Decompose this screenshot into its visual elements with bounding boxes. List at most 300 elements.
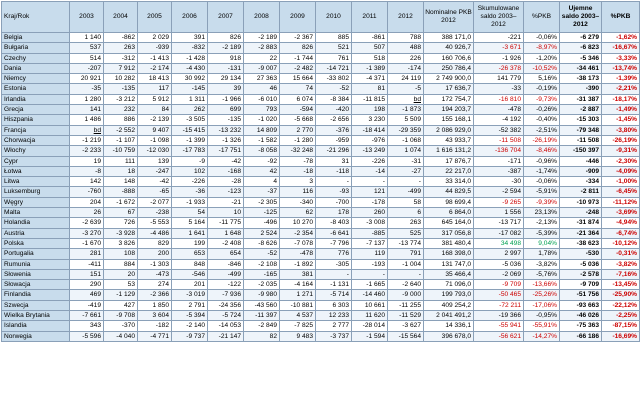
table-cell: - — [352, 269, 388, 279]
table-cell: 15 664 — [280, 74, 316, 84]
table-cell: -8,46% — [524, 146, 560, 156]
table-cell: -0,31% — [602, 249, 640, 259]
table-cell: -4 040 — [104, 331, 138, 341]
table-cell: 35 466,4 — [424, 269, 474, 279]
table-cell: 396 678,0 — [424, 331, 474, 341]
table-cell: -305 — [316, 259, 352, 269]
table-cell: 71 096,0 — [424, 280, 474, 290]
table-cell: -18 414 — [352, 125, 388, 135]
table-cell: -334 — [560, 177, 602, 187]
table-cell: -0,40% — [524, 115, 560, 125]
table-cell: 1 140 — [70, 33, 104, 43]
table-cell: -1,20% — [524, 53, 560, 63]
country-name: Austria — [2, 228, 70, 238]
table-cell: 3 — [280, 177, 316, 187]
table-cell: -9 000 — [388, 290, 424, 300]
table-cell: -5 724 — [208, 311, 244, 321]
table-cell: 232 — [104, 105, 138, 115]
table-row — [2, 84, 640, 94]
table-cell: -87,15% — [602, 321, 640, 331]
table-cell: 201 — [172, 280, 208, 290]
table-cell: -2 069 — [474, 269, 524, 279]
table-cell: 168 398,0 — [424, 249, 474, 259]
table-cell: -3 928 — [104, 228, 138, 238]
table-cell: -8 058 — [244, 146, 280, 156]
table-cell: -135 — [208, 115, 244, 125]
table-cell: 6 — [388, 208, 424, 218]
table-row — [2, 74, 640, 84]
table-cell: -1 303 — [138, 259, 172, 269]
table-cell: -16,69% — [602, 331, 640, 341]
table-cell: -2 189 — [244, 33, 280, 43]
table-row — [2, 53, 640, 63]
table-row — [2, 259, 640, 269]
table-cell: - — [352, 177, 388, 187]
table-cell: -6,74% — [602, 228, 640, 238]
table-cell: 1 850 — [138, 300, 172, 310]
table-cell: 200 — [138, 249, 172, 259]
table-cell: -10 759 — [104, 146, 138, 156]
country-name: Dania — [2, 63, 70, 73]
table-cell: 46 — [244, 84, 280, 94]
table-cell: 10 270 — [280, 218, 316, 228]
table-cell: -21 296 — [316, 146, 352, 156]
table-cell: -93 — [316, 187, 352, 197]
table-cell: 514 — [70, 53, 104, 63]
table-cell: 10 282 — [104, 74, 138, 84]
table-cell: -17,06% — [524, 300, 560, 310]
table-cell: -75 363 — [560, 321, 602, 331]
table-cell: -5 036 — [560, 259, 602, 269]
table-cell: -33 — [474, 84, 524, 94]
table-cell: 250 786,4 — [424, 63, 474, 73]
table-cell: 521 — [316, 43, 352, 53]
header-row — [2, 2, 640, 33]
table-cell: 507 — [352, 43, 388, 53]
country-name: Hiszpania — [2, 115, 70, 125]
table-cell: -0,19% — [524, 84, 560, 94]
table-cell: -131 — [208, 63, 244, 73]
table-cell: 884 — [104, 259, 138, 269]
table-cell: 39 — [208, 84, 244, 94]
table-cell: -46 026 — [560, 311, 602, 321]
table-cell: -2 482 — [280, 63, 316, 73]
table-row — [2, 331, 640, 341]
column-header: 2010 — [316, 2, 352, 33]
table-cell: 263 — [104, 43, 138, 53]
table-cell: -42 — [138, 177, 172, 187]
table-cell: 290 — [70, 280, 104, 290]
table-cell: -3,69% — [602, 208, 640, 218]
table-cell: -11 775 — [208, 218, 244, 228]
table-cell: -530 — [560, 249, 602, 259]
table-cell: -1 068 — [388, 135, 424, 145]
table-cell: -9 265 — [474, 197, 524, 207]
country-name: Polska — [2, 238, 70, 248]
table-cell: -38 623 — [560, 238, 602, 248]
table-cell: 645 164,0 — [424, 218, 474, 228]
table-cell: -18,17% — [602, 94, 640, 104]
table-cell: -7 078 — [280, 238, 316, 248]
table-cell: -6 279 — [560, 33, 602, 43]
table-cell: 3 604 — [138, 311, 172, 321]
country-name: Wielka Brytania — [2, 311, 70, 321]
table-cell: -13 232 — [208, 125, 244, 135]
table-cell: -6 641 — [316, 228, 352, 238]
table-cell: -11 397 — [244, 311, 280, 321]
table-cell: -11 529 — [388, 311, 424, 321]
country-name: Czechy — [2, 53, 70, 63]
table-cell: 20 921 — [70, 74, 104, 84]
table-cell: -3 627 — [388, 321, 424, 331]
table-cell: -31 — [388, 156, 424, 166]
table-cell: -5,39% — [524, 228, 560, 238]
table-cell: -238 — [138, 208, 172, 218]
table-cell: 142 — [70, 177, 104, 187]
table-cell: 1 280 — [70, 94, 104, 104]
table-cell: 6 303 — [316, 300, 352, 310]
table-cell: 27 363 — [244, 74, 280, 84]
table-cell: -22,12% — [602, 300, 640, 310]
table-cell: 7 912 — [104, 63, 138, 73]
table-cell: -2 035 — [244, 280, 280, 290]
column-header: 2012 — [388, 2, 424, 33]
country-name: Litwa — [2, 177, 70, 187]
table-cell: -32 248 — [280, 146, 316, 156]
table-cell: -4,94% — [602, 218, 640, 228]
table-cell: 1 271 — [280, 290, 316, 300]
table-cell: -8 — [70, 166, 104, 176]
table-row — [2, 187, 640, 197]
table-cell: -9,39% — [524, 197, 560, 207]
table-cell: -174 — [388, 63, 424, 73]
table-cell: -25,90% — [602, 290, 640, 300]
table-cell: -959 — [316, 135, 352, 145]
table-cell: 141 779 — [474, 74, 524, 84]
table-cell: -3,33% — [602, 53, 640, 63]
table-cell: -546 — [172, 269, 208, 279]
table-row — [2, 208, 640, 218]
table-cell: 204 — [70, 197, 104, 207]
table-cell: -4,09% — [602, 166, 640, 176]
table-cell: 848 — [172, 259, 208, 269]
table-cell: -135 — [104, 84, 138, 94]
country-name: Islandia — [2, 321, 70, 331]
table-cell: -2 578 — [560, 269, 602, 279]
table-row — [2, 33, 640, 43]
country-name: Rumunia — [2, 259, 70, 269]
table-cell: -11 255 — [388, 300, 424, 310]
table-cell: -12 030 — [138, 146, 172, 156]
table-cell: 9 407 — [138, 125, 172, 135]
table-cell: 117 — [138, 84, 172, 94]
column-header: 2004 — [104, 2, 138, 33]
table-cell: -8 626 — [244, 238, 280, 248]
table-cell: -2 367 — [280, 33, 316, 43]
table-cell: 148 — [104, 177, 138, 187]
country-name: Estonia — [2, 84, 70, 94]
table-cell: -0,26% — [524, 105, 560, 115]
table-cell: -478 — [474, 105, 524, 115]
table-cell: 525 — [388, 228, 424, 238]
table-row — [2, 146, 640, 156]
table-cell: -11,12% — [602, 197, 640, 207]
table-cell: -5 346 — [560, 53, 602, 63]
table-cell: 111 — [104, 156, 138, 166]
table-cell: 5 509 — [388, 115, 424, 125]
table-cell: -496 — [244, 218, 280, 228]
table-cell: -1 665 — [352, 280, 388, 290]
table-cell: -13,45% — [602, 280, 640, 290]
table-cell: 14 809 — [244, 125, 280, 135]
table-cell: -50 465 — [474, 290, 524, 300]
table-cell: -13 249 — [352, 146, 388, 156]
table-cell: -14 460 — [352, 290, 388, 300]
country-name: Chorwacja — [2, 135, 70, 145]
table-cell: -700 — [316, 197, 352, 207]
column-header: 2009 — [280, 2, 316, 33]
table-cell: -6 010 — [244, 94, 280, 104]
table-cell: 260 — [352, 208, 388, 218]
table-cell: -5 596 — [70, 331, 104, 341]
table-cell: 44 829,5 — [424, 187, 474, 197]
table-cell: 18 413 — [138, 74, 172, 84]
table-cell: - — [388, 177, 424, 187]
table-cell: -4 164 — [280, 280, 316, 290]
table-cell: -2 639 — [70, 218, 104, 228]
table-cell: -52 382 — [474, 125, 524, 135]
table-cell: -21 364 — [560, 228, 602, 238]
table-cell: -5,76% — [524, 269, 560, 279]
table-cell: -4 486 — [138, 228, 172, 238]
table-cell: -2 077 — [138, 197, 172, 207]
table-cell: -52 — [316, 84, 352, 94]
table-cell: 2 791 — [172, 300, 208, 310]
country-name: Słowacja — [2, 280, 70, 290]
table-cell: -1 926 — [474, 53, 524, 63]
table-cell: -499 — [388, 187, 424, 197]
table-cell: -16,67% — [602, 43, 640, 53]
table-cell: -370 — [104, 321, 138, 331]
table-cell: -1 428 — [172, 53, 208, 63]
table-cell: 381 480,4 — [424, 238, 474, 248]
table-cell: -9 — [172, 156, 208, 166]
table-cell: -3 270 — [70, 228, 104, 238]
table-cell: 226 — [388, 53, 424, 63]
table-cell: -0,06% — [524, 33, 560, 43]
table-cell: -10,12% — [602, 238, 640, 248]
table-cell: -21 147 — [208, 331, 244, 341]
table-cell: -1 892 — [280, 259, 316, 269]
table-row — [2, 94, 640, 104]
table-cell: 2 770 — [280, 125, 316, 135]
table-cell: -5,91% — [524, 187, 560, 197]
table-cell: -11 508 — [560, 135, 602, 145]
table-cell: -29 359 — [388, 125, 424, 135]
table-cell: -193 — [352, 259, 388, 269]
table-cell: 43 933,7 — [424, 135, 474, 145]
table-cell: -51 756 — [560, 290, 602, 300]
table-cell: -478 — [280, 249, 316, 259]
table-cell: -2 305 — [244, 197, 280, 207]
table-cell: -171 — [474, 156, 524, 166]
table-cell: 155 168,1 — [424, 115, 474, 125]
table-cell: -411 — [70, 259, 104, 269]
table-cell: -2 887 — [560, 105, 602, 115]
table-cell: -2,25% — [602, 311, 640, 321]
table-cell: -17 751 — [208, 146, 244, 156]
table-cell: 17 876,7 — [424, 156, 474, 166]
table-cell: -7 661 — [70, 311, 104, 321]
table-cell: 14 336,1 — [424, 321, 474, 331]
table-cell: 281 — [70, 249, 104, 259]
country-name: Portugalia — [2, 249, 70, 259]
table-cell: 121 — [352, 187, 388, 197]
country-name: Szwecja — [2, 300, 70, 310]
table-cell: -13,66% — [524, 280, 560, 290]
table-cell: 5 912 — [138, 94, 172, 104]
table-cell: -14 — [352, 166, 388, 176]
table-cell: -3 212 — [104, 94, 138, 104]
table-cell: -376 — [316, 125, 352, 135]
table-cell: -2 140 — [172, 321, 208, 331]
table-row — [2, 321, 640, 331]
table-cell: 178 — [316, 208, 352, 218]
table-cell: 74 — [280, 84, 316, 94]
table-cell: -3 671 — [474, 43, 524, 53]
table-cell: 2 997 — [474, 249, 524, 259]
table-cell: -14 053 — [208, 321, 244, 331]
table-cell: 10 661 — [352, 300, 388, 310]
table-cell: -888 — [104, 187, 138, 197]
table-row — [2, 63, 640, 73]
country-name: Finlandia — [2, 290, 70, 300]
table-cell: -8,97% — [524, 43, 560, 53]
table-cell: -0,06% — [524, 177, 560, 187]
table-cell: -55 941 — [474, 321, 524, 331]
country-name: Grecja — [2, 105, 70, 115]
table-cell: 886 — [104, 115, 138, 125]
table-cell: -9,73% — [524, 94, 560, 104]
table-cell: -2,21% — [602, 84, 640, 94]
table-cell: -226 — [352, 156, 388, 166]
table-cell: -14 721 — [316, 63, 352, 73]
table-cell: 2 524 — [244, 228, 280, 238]
column-header: 2011 — [352, 2, 388, 33]
table-cell: -312 — [104, 53, 138, 63]
table-cell: 1,78% — [524, 249, 560, 259]
table-cell: 116 — [280, 187, 316, 197]
table-cell: 194 203,7 — [424, 105, 474, 115]
table-cell: 274 — [138, 280, 172, 290]
table-row — [2, 166, 640, 176]
table-cell: 19 — [70, 156, 104, 166]
table-cell: -1 594 — [352, 331, 388, 341]
table-cell: -10,52% — [524, 63, 560, 73]
table-cell: 537 — [70, 43, 104, 53]
table-cell: -18 — [280, 166, 316, 176]
table-cell: 469 — [70, 290, 104, 300]
table-cell: -1 131 — [316, 280, 352, 290]
table-cell: 172 754,7 — [424, 94, 474, 104]
table-cell: -10 973 — [560, 197, 602, 207]
column-header: Ujemne saldo 2003–2012 — [560, 2, 602, 33]
table-cell: 4 537 — [280, 311, 316, 321]
table-cell: -182 — [138, 321, 172, 331]
table-cell: 6 074 — [280, 94, 316, 104]
table-cell: -226 — [172, 177, 208, 187]
table-row — [2, 249, 640, 259]
table-cell: -1 582 — [244, 135, 280, 145]
table-cell: 1 486 — [70, 115, 104, 125]
table-cell: -25,26% — [524, 290, 560, 300]
table-cell: -7 796 — [316, 238, 352, 248]
table-cell: 1 641 — [172, 228, 208, 238]
country-name: Francja — [2, 125, 70, 135]
table-cell: -2 849 — [244, 321, 280, 331]
data-table-wrapper — [1, 1, 639, 411]
table-cell: 24 119 — [388, 74, 424, 84]
table-cell: -248 — [560, 208, 602, 218]
table-cell: 263 — [388, 218, 424, 228]
table-cell: 761 — [316, 53, 352, 63]
table-cell: -10 881 — [280, 300, 316, 310]
table-cell: -1 873 — [388, 105, 424, 115]
table-cell: -909 — [560, 166, 602, 176]
table-cell: 22 217,0 — [424, 166, 474, 176]
table-cell: -7,16% — [602, 269, 640, 279]
table-cell: 17 636,7 — [424, 84, 474, 94]
table-row — [2, 105, 640, 115]
table-cell: 139 — [138, 156, 172, 166]
table-cell: -8 403 — [316, 218, 352, 228]
table-cell: bd — [388, 94, 424, 104]
table-cell: -419 — [70, 300, 104, 310]
table-cell: -26,19% — [602, 135, 640, 145]
table-cell: 58 — [388, 197, 424, 207]
country-name: Luksemburg — [2, 187, 70, 197]
column-header: Nominalne PKB 2012 — [424, 2, 474, 33]
table-cell: 2 086 929,0 — [424, 125, 474, 135]
table-cell: -1,74% — [524, 166, 560, 176]
table-cell: -1 219 — [70, 135, 104, 145]
table-cell: -14,27% — [524, 331, 560, 341]
table-cell: -7 137 — [352, 238, 388, 248]
table-cell: 12 233 — [316, 311, 352, 321]
table-cell: -26,19% — [524, 135, 560, 145]
table-cell: -976 — [352, 135, 388, 145]
table-cell: -125 — [244, 208, 280, 218]
table-cell: -55,91% — [524, 321, 560, 331]
table-cell: -3 505 — [172, 115, 208, 125]
table-cell: -2,13% — [524, 218, 560, 228]
table-cell: -9 007 — [244, 63, 280, 73]
table-cell: 488 — [388, 43, 424, 53]
table-cell: -4 192 — [474, 115, 524, 125]
table-cell: 4 — [244, 177, 280, 187]
table-row — [2, 290, 640, 300]
table-cell: -27 — [388, 166, 424, 176]
table-cell: -150 397 — [560, 146, 602, 156]
table-cell: -2 640 — [388, 280, 424, 290]
table-cell: 2 777 — [316, 321, 352, 331]
table-cell: -168 — [208, 166, 244, 176]
table-cell: -1 020 — [244, 115, 280, 125]
table-cell: 5,16% — [524, 74, 560, 84]
table-cell: -38 173 — [560, 74, 602, 84]
table-cell: -1 098 — [138, 135, 172, 145]
country-name: Belgia — [2, 33, 70, 43]
